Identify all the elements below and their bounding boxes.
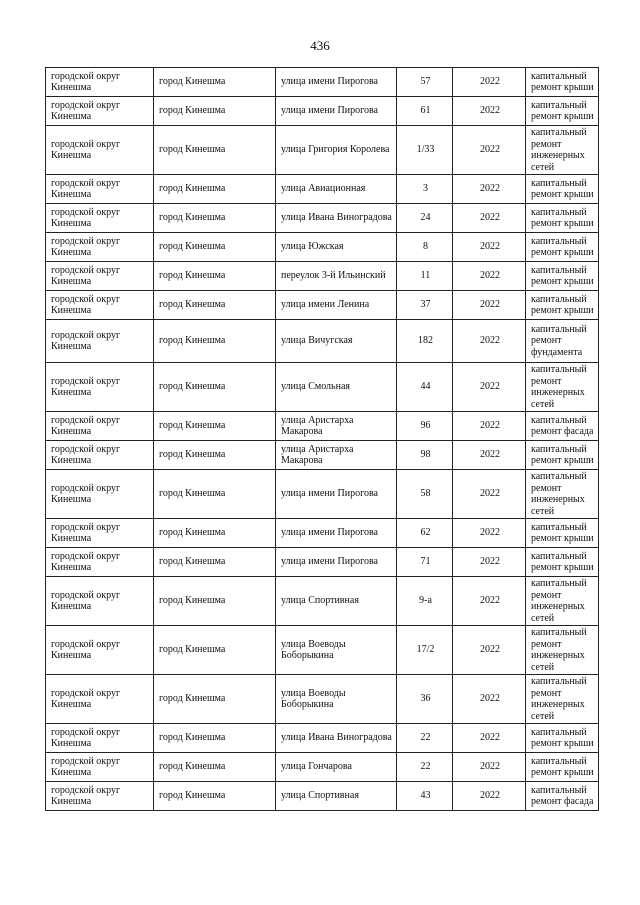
year-cell: 2022 <box>453 626 526 675</box>
table-row <box>46 548 599 577</box>
city-cell: город Кинешма <box>154 97 276 126</box>
house-number-cell: 1/33 <box>397 126 453 175</box>
city-cell: город Кинешма <box>154 363 276 412</box>
street-cell: улица Смольная <box>276 363 397 412</box>
year-cell: 2022 <box>453 363 526 412</box>
work-type-cell: капитальный ремонт крыши <box>526 262 599 291</box>
street-cell: улица Воеводы Боборыкина <box>276 626 397 675</box>
street-cell: переулок 3-й Ильинский <box>276 262 397 291</box>
street-cell: улица имени Пирогова <box>276 470 397 519</box>
street-cell: улица Вичугская <box>276 320 397 363</box>
year-cell: 2022 <box>453 675 526 724</box>
table-row <box>46 175 599 204</box>
district-cell: городской округ Кинешма <box>46 724 154 753</box>
year-cell: 2022 <box>453 291 526 320</box>
year-cell: 2022 <box>453 782 526 811</box>
work-type-cell: капитальный ремонт фасада <box>526 412 599 441</box>
street-cell: улица Спортивная <box>276 577 397 626</box>
district-cell: городской округ Кинешма <box>46 626 154 675</box>
district-cell: городской округ Кинешма <box>46 548 154 577</box>
table-row <box>46 675 599 724</box>
year-cell: 2022 <box>453 753 526 782</box>
year-cell: 2022 <box>453 441 526 470</box>
house-number-cell: 43 <box>397 782 453 811</box>
work-type-cell: капитальный ремонт фундамента <box>526 320 599 363</box>
district-cell: городской округ Кинешма <box>46 753 154 782</box>
street-cell: улица имени Пирогова <box>276 548 397 577</box>
table-row <box>46 68 599 97</box>
district-cell: городской округ Кинешма <box>46 126 154 175</box>
district-cell: городской округ Кинешма <box>46 204 154 233</box>
table-row <box>46 291 599 320</box>
year-cell: 2022 <box>453 204 526 233</box>
table-row <box>46 782 599 811</box>
street-cell: улица Воеводы Боборыкина <box>276 675 397 724</box>
house-number-cell: 71 <box>397 548 453 577</box>
city-cell: город Кинешма <box>154 68 276 97</box>
district-cell: городской округ Кинешма <box>46 577 154 626</box>
city-cell: город Кинешма <box>154 548 276 577</box>
work-type-cell: капитальный ремонт крыши <box>526 753 599 782</box>
district-cell: городской округ Кинешма <box>46 291 154 320</box>
table-row <box>46 412 599 441</box>
work-type-cell: капитальный ремонт крыши <box>526 548 599 577</box>
district-cell: городской округ Кинешма <box>46 363 154 412</box>
year-cell: 2022 <box>453 519 526 548</box>
district-cell: городской округ Кинешма <box>46 675 154 724</box>
house-number-cell: 98 <box>397 441 453 470</box>
district-cell: городской округ Кинешма <box>46 233 154 262</box>
street-cell: улица имени Пирогова <box>276 519 397 548</box>
work-type-cell: капитальный ремонт фасада <box>526 782 599 811</box>
table-row <box>46 233 599 262</box>
year-cell: 2022 <box>453 548 526 577</box>
city-cell: город Кинешма <box>154 441 276 470</box>
table-row <box>46 577 599 626</box>
house-number-cell: 22 <box>397 724 453 753</box>
house-number-cell: 9-а <box>397 577 453 626</box>
city-cell: город Кинешма <box>154 675 276 724</box>
house-number-cell: 182 <box>397 320 453 363</box>
work-type-cell: капитальный ремонт крыши <box>526 68 599 97</box>
table-row <box>46 204 599 233</box>
year-cell: 2022 <box>453 97 526 126</box>
table-row <box>46 753 599 782</box>
work-type-cell: капитальный ремонт крыши <box>526 441 599 470</box>
city-cell: город Кинешма <box>154 724 276 753</box>
work-type-cell: капитальный ремонт крыши <box>526 233 599 262</box>
table-row <box>46 724 599 753</box>
year-cell: 2022 <box>453 233 526 262</box>
street-cell: улица Аристарха Макарова <box>276 441 397 470</box>
district-cell: городской округ Кинешма <box>46 412 154 441</box>
house-number-cell: 36 <box>397 675 453 724</box>
street-cell: улица имени Пирогова <box>276 97 397 126</box>
year-cell: 2022 <box>453 724 526 753</box>
house-number-cell: 11 <box>397 262 453 291</box>
city-cell: город Кинешма <box>154 753 276 782</box>
house-number-cell: 37 <box>397 291 453 320</box>
table-body <box>46 68 599 811</box>
district-cell: городской округ Кинешма <box>46 782 154 811</box>
house-number-cell: 3 <box>397 175 453 204</box>
year-cell: 2022 <box>453 577 526 626</box>
house-number-cell: 44 <box>397 363 453 412</box>
house-number-cell: 8 <box>397 233 453 262</box>
house-number-cell: 58 <box>397 470 453 519</box>
house-number-cell: 17/2 <box>397 626 453 675</box>
year-cell: 2022 <box>453 262 526 291</box>
city-cell: город Кинешма <box>154 519 276 548</box>
table-row <box>46 320 599 363</box>
house-number-cell: 24 <box>397 204 453 233</box>
house-number-cell: 96 <box>397 412 453 441</box>
city-cell: город Кинешма <box>154 626 276 675</box>
table-row <box>46 519 599 548</box>
work-type-cell: капитальный ремонт инженерных сетей <box>526 363 599 412</box>
district-cell: городской округ Кинешма <box>46 519 154 548</box>
year-cell: 2022 <box>453 68 526 97</box>
work-type-cell: капитальный ремонт инженерных сетей <box>526 470 599 519</box>
district-cell: городской округ Кинешма <box>46 441 154 470</box>
city-cell: город Кинешма <box>154 320 276 363</box>
city-cell: город Кинешма <box>154 577 276 626</box>
street-cell: улица имени Пирогова <box>276 68 397 97</box>
street-cell: улица Спортивная <box>276 782 397 811</box>
page-number: 436 <box>310 38 330 53</box>
work-type-cell: капитальный ремонт крыши <box>526 175 599 204</box>
year-cell: 2022 <box>453 470 526 519</box>
work-type-cell: капитальный ремонт крыши <box>526 291 599 320</box>
district-cell: городской округ Кинешма <box>46 97 154 126</box>
table-row <box>46 97 599 126</box>
street-cell: улица Южская <box>276 233 397 262</box>
street-cell: улица Гончарова <box>276 753 397 782</box>
house-number-cell: 57 <box>397 68 453 97</box>
district-cell: городской округ Кинешма <box>46 470 154 519</box>
year-cell: 2022 <box>453 175 526 204</box>
district-cell: городской округ Кинешма <box>46 320 154 363</box>
table-row <box>46 126 599 175</box>
work-type-cell: капитальный ремонт крыши <box>526 97 599 126</box>
year-cell: 2022 <box>453 126 526 175</box>
district-cell: городской округ Кинешма <box>46 175 154 204</box>
work-type-cell: капитальный ремонт инженерных сетей <box>526 675 599 724</box>
district-cell: городской округ Кинешма <box>46 68 154 97</box>
work-type-cell: капитальный ремонт инженерных сетей <box>526 626 599 675</box>
street-cell: улица Ивана Виноградова <box>276 204 397 233</box>
repair-schedule-table <box>45 67 599 811</box>
table-row <box>46 470 599 519</box>
work-type-cell: капитальный ремонт инженерных сетей <box>526 126 599 175</box>
work-type-cell: капитальный ремонт крыши <box>526 519 599 548</box>
work-type-cell: капитальный ремонт крыши <box>526 204 599 233</box>
city-cell: город Кинешма <box>154 175 276 204</box>
city-cell: город Кинешма <box>154 233 276 262</box>
house-number-cell: 61 <box>397 97 453 126</box>
city-cell: город Кинешма <box>154 291 276 320</box>
city-cell: город Кинешма <box>154 470 276 519</box>
city-cell: город Кинешма <box>154 126 276 175</box>
city-cell: город Кинешма <box>154 782 276 811</box>
year-cell: 2022 <box>453 412 526 441</box>
city-cell: город Кинешма <box>154 262 276 291</box>
table-row <box>46 363 599 412</box>
street-cell: улица Аристарха Макарова <box>276 412 397 441</box>
table-row <box>46 626 599 675</box>
district-cell: городской округ Кинешма <box>46 262 154 291</box>
table-row <box>46 441 599 470</box>
work-type-cell: капитальный ремонт инженерных сетей <box>526 577 599 626</box>
house-number-cell: 62 <box>397 519 453 548</box>
year-cell: 2022 <box>453 320 526 363</box>
city-cell: город Кинешма <box>154 412 276 441</box>
street-cell: улица Ивана Виноградова <box>276 724 397 753</box>
table-row <box>46 262 599 291</box>
street-cell: улица Авиационная <box>276 175 397 204</box>
street-cell: улица Григория Королева <box>276 126 397 175</box>
house-number-cell: 22 <box>397 753 453 782</box>
work-type-cell: капитальный ремонт крыши <box>526 724 599 753</box>
city-cell: город Кинешма <box>154 204 276 233</box>
street-cell: улица имени Ленина <box>276 291 397 320</box>
